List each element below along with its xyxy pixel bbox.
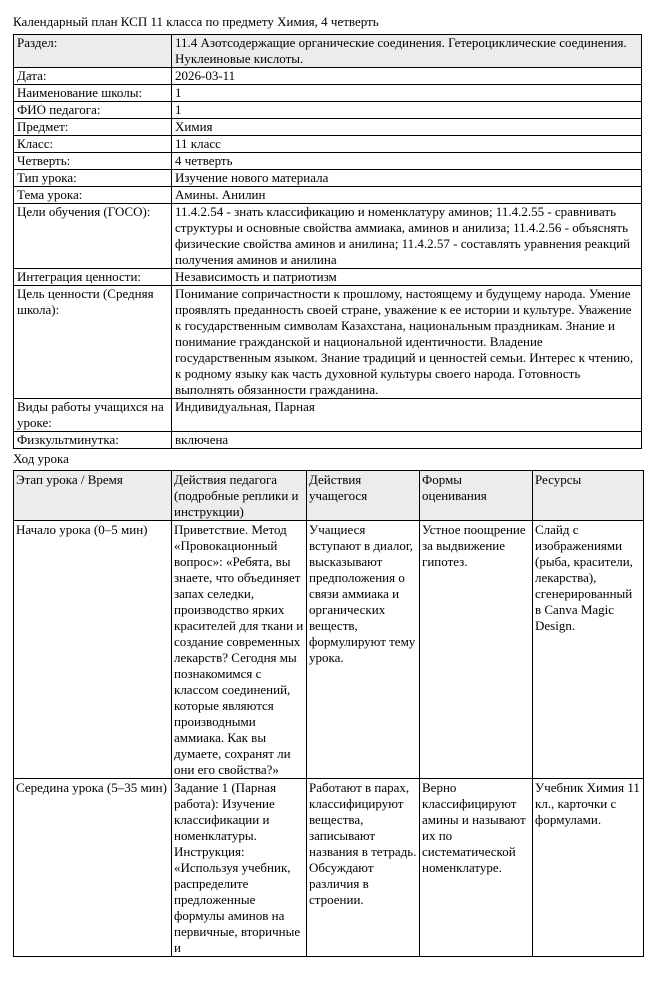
info-label: Раздел: — [14, 35, 172, 68]
info-row-work-types — [14, 399, 642, 432]
lesson-header-teacher: Действия педагога (подробные реплики и инструкции) — [172, 471, 307, 521]
info-value: Изучение нового материала — [172, 170, 642, 187]
info-value: 11.4.2.54 - знать классификацию и номенклатуру аминов; 11.4.2.55 - сравнивать структуры и основные свойства аммиака, аминов и анилиза; 11.4.2.56 - объяснять физические свойства аминов и анилина; 11.4.2.57 - составлять уравнения реакций получения аминов и анилина — [172, 204, 642, 269]
info-label: Дата: — [14, 68, 172, 85]
info-value: Амины. Анилин — [172, 187, 642, 204]
info-row-school — [14, 85, 642, 102]
lesson-cell-assessment: Устное поощрение за выдвижение гипотез. — [420, 521, 533, 779]
document-title: Календарный план КСП 11 класса по предмету Химия, 4 четверть — [13, 14, 379, 29]
lesson-table — [13, 470, 644, 957]
lesson-header-resources: Ресурсы — [533, 471, 644, 521]
info-value: 4 четверть — [172, 153, 642, 170]
info-label: Виды работы учащихся на уроке: — [14, 399, 172, 432]
info-row-quarter — [14, 153, 642, 170]
info-row-fitness-break — [14, 432, 642, 449]
info-value: Независимость и патриотизм — [172, 269, 642, 286]
info-label: Интеграция ценности: — [14, 269, 172, 286]
info-row-value-goal — [14, 286, 642, 399]
lesson-cell-resources: Учебник Химия 11 кл., карточки с формулами. — [533, 779, 644, 957]
info-value: 1 — [172, 85, 642, 102]
info-row-value-integration — [14, 269, 642, 286]
lesson-cell-teacher: Приветствие. Метод «Провокационный вопрос»: «Ребята, вы знаете, что объединяет запах селедки, производство ярких красителей для ткани и создание современных лекарств? Сегодня мы познакомимся с классом соединений, которые являются производными аммиака. Как вы думаете, сохранят ли они его свойства?» — [172, 521, 307, 779]
info-value: 2026-03-11 — [172, 68, 642, 85]
info-row-section — [14, 35, 642, 68]
info-label: Четверть: — [14, 153, 172, 170]
info-row-teacher — [14, 102, 642, 119]
info-label: Тип урока: — [14, 170, 172, 187]
lesson-cell-student: Работают в парах, классифицируют вещества, записывают названия в тетрадь. Обсуждают различия в строении. — [307, 779, 420, 957]
info-label: Цели обучения (ГОСО): — [14, 204, 172, 269]
lesson-header-row — [14, 471, 644, 521]
info-label: Класс: — [14, 136, 172, 153]
lesson-cell-stage: Середина урока (5–35 мин) — [14, 779, 172, 957]
lesson-cell-resources: Слайд с изображениями (рыба, красители, лекарства), сгенерированный в Canva Magic Design. — [533, 521, 644, 779]
info-value: 11.4 Азотсодержащие органические соединения. Гетероциклические соединения. Нуклеиновые кислоты. — [172, 35, 642, 68]
lesson-cell-assessment: Верно классифицируют амины и называют их по систематической номенклатуре. — [420, 779, 533, 957]
info-label: Наименование школы: — [14, 85, 172, 102]
info-row-class — [14, 136, 642, 153]
info-row-date — [14, 68, 642, 85]
info-table — [13, 34, 642, 449]
lesson-cell-student: Учащиеся вступают в диалог, высказывают предположения о связи аммиака и органических веществ, формулируют тему урока. — [307, 521, 420, 779]
info-value: включена — [172, 432, 642, 449]
info-value: Химия — [172, 119, 642, 136]
lesson-header-assessment: Формы оценивания — [420, 471, 533, 521]
info-value: Понимание сопричастности к прошлому, настоящему и будущему народа. Умение проявлять преданность своей стране, уважение к ее истории и культуре. Уважение к государственным символам Казахстана, национальным праздникам. Знание и понимание гражданской и национальной идентичности. Владение государственным языком. Знание традиций и ценностей семьи. Интерес к чтению, к родному языку как часть духовной культуры своего народа. Готовность выполнять обязанности гражданина. — [172, 286, 642, 399]
info-label: Предмет: — [14, 119, 172, 136]
table-row — [14, 779, 644, 957]
info-label: Цель ценности (Средняя школа): — [14, 286, 172, 399]
info-value: 1 — [172, 102, 642, 119]
info-label: ФИО педагога: — [14, 102, 172, 119]
lesson-header-stage: Этап урока / Время — [14, 471, 172, 521]
info-value: Индивидуальная, Парная — [172, 399, 642, 432]
info-row-lesson-type — [14, 170, 642, 187]
lesson-section-title: Ход урока — [13, 451, 69, 466]
info-row-subject — [14, 119, 642, 136]
info-label: Тема урока: — [14, 187, 172, 204]
info-label: Физкультминутка: — [14, 432, 172, 449]
info-row-topic — [14, 187, 642, 204]
lesson-header-student: Действия учащегося — [307, 471, 420, 521]
table-row — [14, 521, 644, 779]
info-value: 11 класс — [172, 136, 642, 153]
lesson-cell-stage: Начало урока (0–5 мин) — [14, 521, 172, 779]
info-row-goals — [14, 204, 642, 269]
lesson-cell-teacher: Задание 1 (Парная работа): Изучение классификации и номенклатуры. Инструкция: «Используя учебник, распределите предложенные формулы аминов на первичные, вторичные и — [172, 779, 307, 957]
